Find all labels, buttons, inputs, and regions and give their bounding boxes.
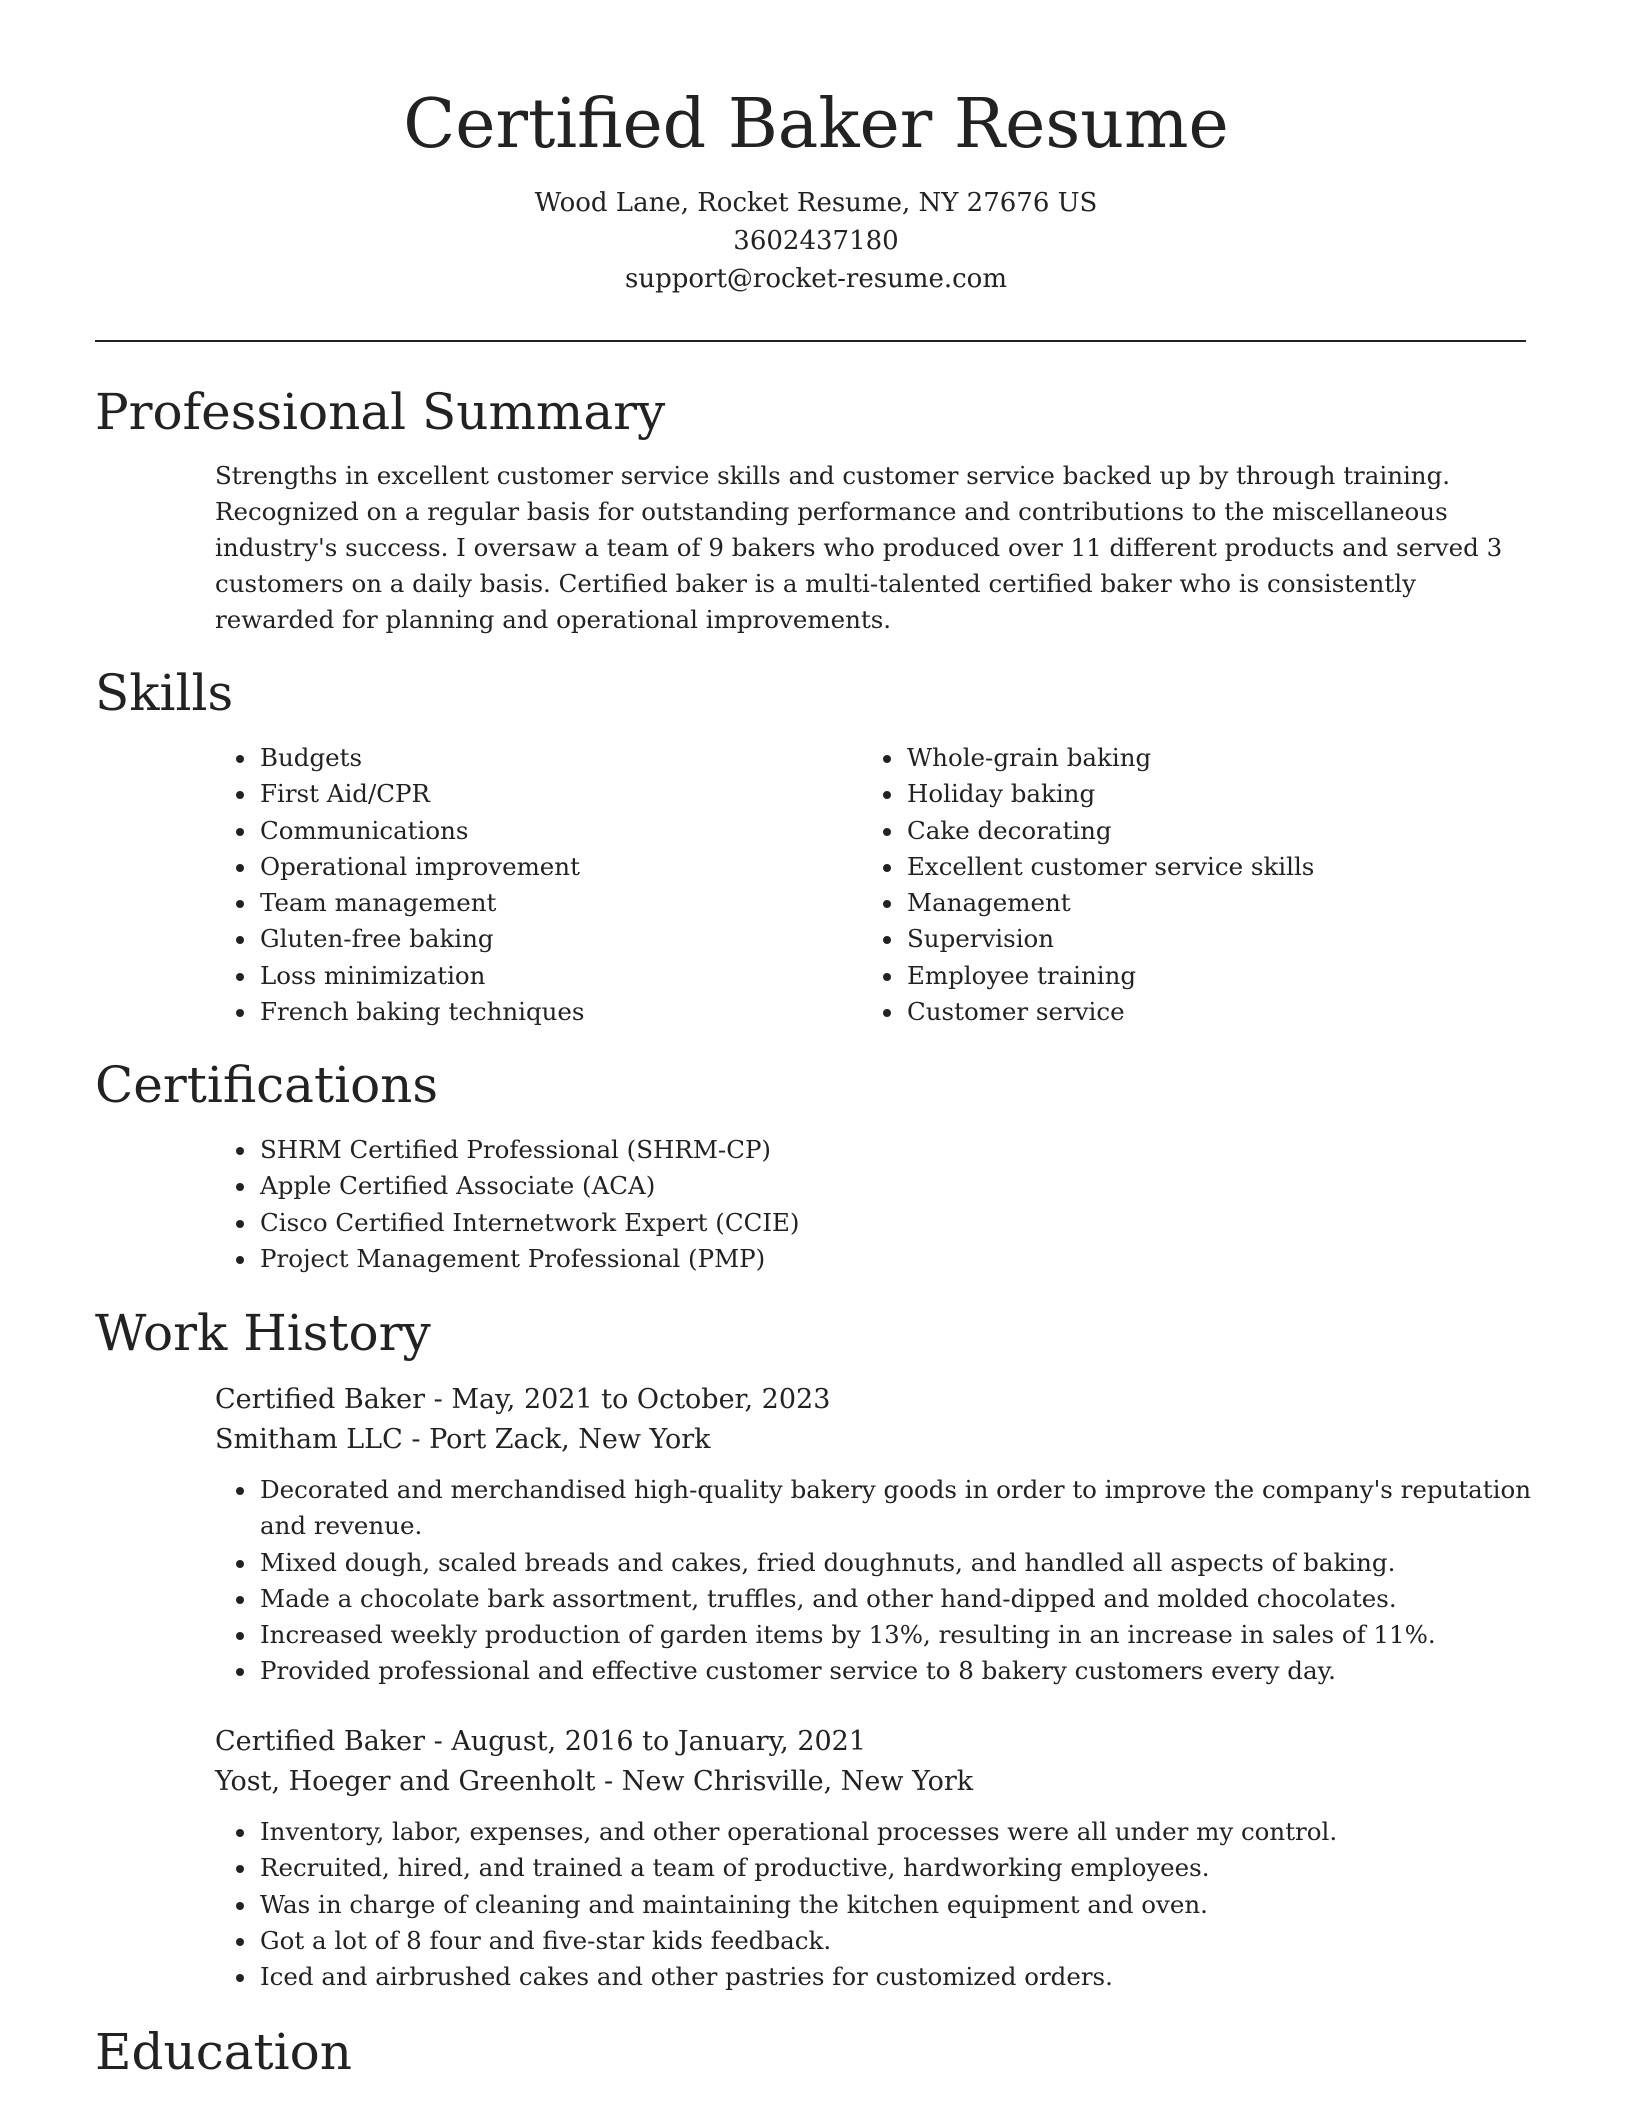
- skill-item: • First Aid/CPR: [258, 776, 835, 812]
- skills-column-left: [215, 740, 835, 1030]
- skill-item: • Loss minimization: [258, 958, 835, 994]
- job-bullet-list: [215, 1814, 1535, 1995]
- education-heading: Education: [95, 2023, 352, 2081]
- job-bullet: • Inventory, labor, expenses, and other operational processes were all under my control.: [258, 1814, 1535, 1850]
- resume-header: [0, 80, 1632, 298]
- job-bullet: • Mixed dough, scaled breads and cakes, fried doughnuts, and handled all aspects of baking.: [258, 1545, 1535, 1581]
- job-entry-1: [215, 1380, 1535, 1690]
- job-bullet: • Got a lot of 8 four and five-star kids feedback.: [258, 1923, 1535, 1959]
- skill-item: • Excellent customer service skills: [905, 849, 1482, 885]
- job-bullet: • Increased weekly production of garden items by 13%, resulting in an increase in sales of 11%.: [258, 1617, 1535, 1653]
- contact-address: Wood Lane, Rocket Resume, NY 27676 US: [534, 188, 1098, 218]
- skills-heading: Skills: [95, 664, 234, 722]
- certifications-heading: Certifications: [95, 1056, 439, 1114]
- job-company: Yost, Hoeger and Greenholt: [215, 1766, 596, 1797]
- job-company-line: Smitham LLC - Port Zack, New York: [215, 1424, 711, 1455]
- skill-item: • Communications: [258, 813, 835, 849]
- job-bullet: • Provided professional and effective customer service to 8 bakery customers every day.: [258, 1653, 1535, 1689]
- work-history-heading: Work History: [95, 1304, 431, 1362]
- skill-item: • Gluten-free baking: [258, 921, 835, 957]
- contact-email: support@rocket-resume.com: [624, 264, 1007, 294]
- job-entry-2: [215, 1722, 1535, 1995]
- certification-item: • Apple Certified Associate (ACA): [258, 1168, 1215, 1204]
- skills-list-right: [862, 740, 1482, 1030]
- job-bullet: • Made a chocolate bark assortment, truffles, and other hand-dipped and molded chocolates.: [258, 1581, 1535, 1617]
- summary-text: Strengths in excellent customer service skills and customer service backed up by through training. Recognized on a regular basis for outstanding performance and contributions to the miscellaneous industry's success. I oversaw a team of 9 bakers who produced over 11 different products and served 3 customers on a daily basis. Certified baker is a multi-talented certified baker who is consistently rewarded for planning and operational improvements.: [215, 461, 1503, 634]
- job-company-line: Yost, Hoeger and Greenholt - New Chrisville, New York: [215, 1766, 974, 1797]
- job-title: Certified Baker: [215, 1384, 426, 1415]
- job-bullet: • Iced and airbrushed cakes and other pastries for customized orders.: [258, 1959, 1535, 1995]
- job-bullet-list: [215, 1472, 1535, 1690]
- job-title: Certified Baker: [215, 1726, 426, 1757]
- skill-item: • Management: [905, 885, 1482, 921]
- job-dates: August, 2016 to January, 2021: [451, 1726, 867, 1757]
- job-bullet: • Was in charge of cleaning and maintaining the kitchen equipment and oven.: [258, 1887, 1535, 1923]
- skill-item: • French baking techniques: [258, 994, 835, 1030]
- job-location: New Chrisville, New York: [621, 1766, 974, 1797]
- certification-item: • Cisco Certified Internetwork Expert (CCIE): [258, 1205, 1215, 1241]
- summary-heading: Professional Summary: [95, 383, 666, 441]
- skill-item: • Whole-grain baking: [905, 740, 1482, 776]
- contact-block: [0, 184, 1632, 298]
- skill-item: • Budgets: [258, 740, 835, 776]
- skills-column-right: [862, 740, 1482, 1030]
- job-dates: May, 2021 to October, 2023: [451, 1384, 831, 1415]
- header-divider: [95, 340, 1526, 342]
- skill-item: • Cake decorating: [905, 813, 1482, 849]
- certifications-block: [215, 1132, 1215, 1277]
- skill-item: • Supervision: [905, 921, 1482, 957]
- job-bullet: • Recruited, hired, and trained a team of productive, hardworking employees.: [258, 1850, 1535, 1886]
- certification-item: • Project Management Professional (PMP): [258, 1241, 1215, 1277]
- skill-item: • Operational improvement: [258, 849, 835, 885]
- job-bullets: [215, 1814, 1535, 1995]
- certification-item: • SHRM Certified Professional (SHRM-CP): [258, 1132, 1215, 1168]
- skill-item: • Team management: [258, 885, 835, 921]
- job-bullet: • Decorated and merchandised high-quality bakery goods in order to improve the company's reputation and revenue.: [258, 1472, 1535, 1545]
- skill-item: • Customer service: [905, 994, 1482, 1030]
- job-title-line: Certified Baker - May, 2021 to October, 2023: [215, 1384, 831, 1415]
- job-company: Smitham LLC: [215, 1424, 403, 1455]
- contact-phone: 3602437180: [733, 226, 899, 256]
- job-bullets: [215, 1472, 1535, 1690]
- job-location: Port Zack, New York: [429, 1424, 711, 1455]
- resume-title: Certified Baker Resume: [403, 85, 1229, 164]
- job-title-line: Certified Baker - August, 2016 to January, 2021: [215, 1726, 867, 1757]
- skills-list-left: [215, 740, 835, 1030]
- skill-item: • Holiday baking: [905, 776, 1482, 812]
- certifications-list: [215, 1132, 1215, 1277]
- skill-item: • Employee training: [905, 958, 1482, 994]
